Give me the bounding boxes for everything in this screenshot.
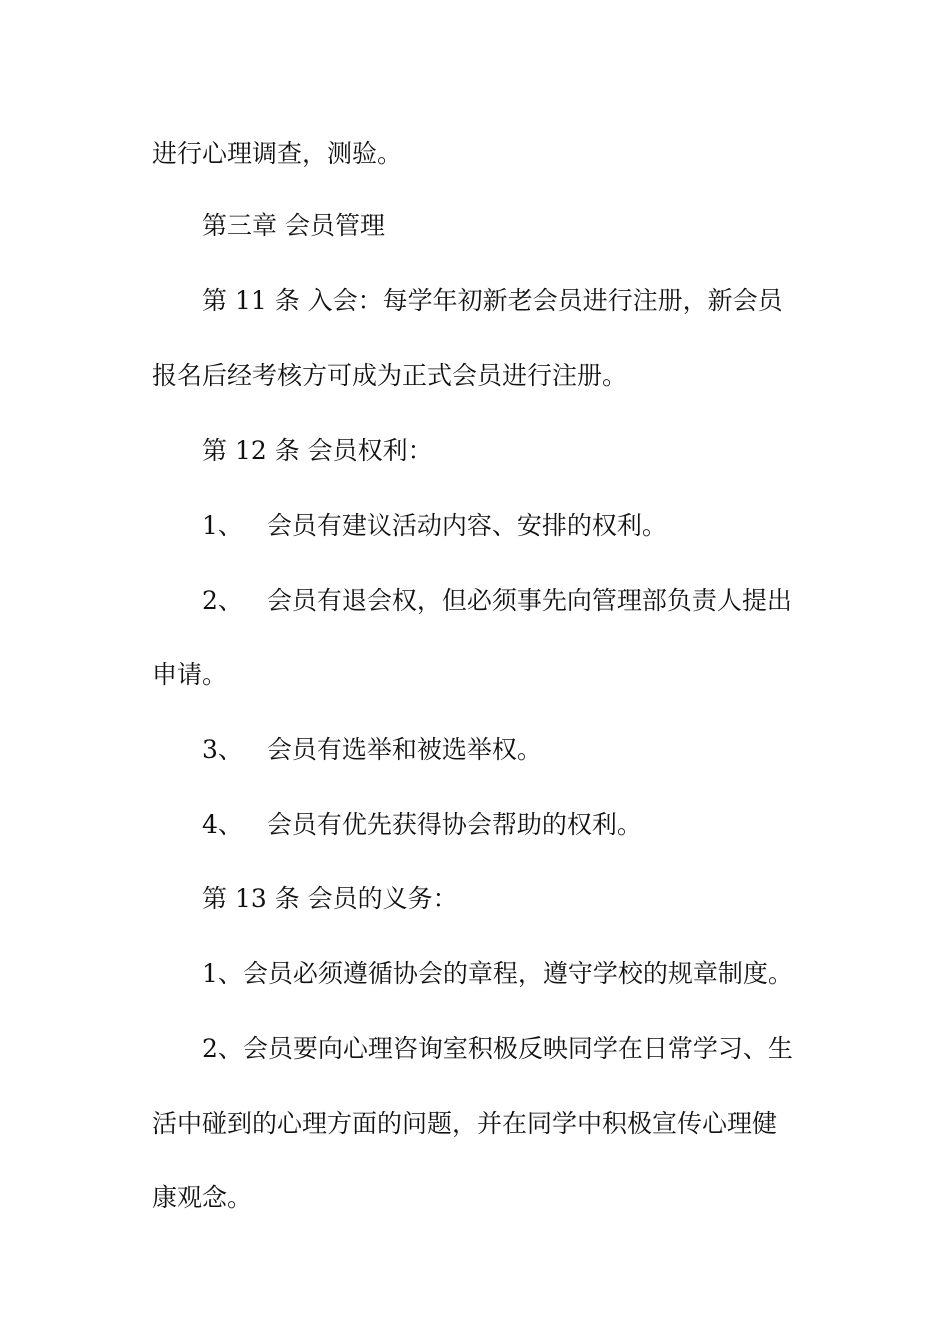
- list-marker: 4、: [202, 810, 243, 839]
- text-line: 活中碰到的心理方面的问题，并在同学中积极宣传心理健: [152, 1109, 778, 1138]
- list-item-text: 会员有选举和被选举权。: [266, 735, 542, 764]
- list-item: [202, 511, 667, 541]
- list-marker: 3、: [202, 735, 243, 764]
- chapter-heading: 第三章 会员管理: [202, 211, 385, 240]
- text-line: 2、会员要向心理咨询室积极反映同学在日常学习、生: [202, 1034, 793, 1063]
- list-marker: 1、: [202, 511, 243, 540]
- article-line: 第 11 条 入会：每学年初新老会员进行注册，新会员: [202, 286, 783, 315]
- text-line: 申请。: [152, 660, 228, 689]
- list-item: [202, 735, 542, 765]
- text-line: 进行心理调查，测验。: [152, 139, 403, 168]
- text-line: 康观念。: [152, 1183, 253, 1212]
- article-line: 第 12 条 会员权利：: [202, 436, 433, 465]
- list-item-text: 会员有退会权，但必须事先向管理部负责人提出: [266, 586, 792, 615]
- list-item: [202, 586, 792, 616]
- list-item-text: 会员有优先获得协会帮助的权利。: [266, 810, 642, 839]
- article-line: 第 13 条 会员的义务：: [202, 884, 458, 913]
- list-item-text: 会员有建议活动内容、安排的权利。: [266, 511, 667, 540]
- text-line: 1、会员必须遵循协会的章程，遵守学校的规章制度。: [202, 959, 793, 988]
- list-item: [202, 810, 642, 840]
- text-line: 报名后经考核方可成为正式会员进行注册。: [152, 361, 628, 390]
- list-marker: 2、: [202, 586, 243, 615]
